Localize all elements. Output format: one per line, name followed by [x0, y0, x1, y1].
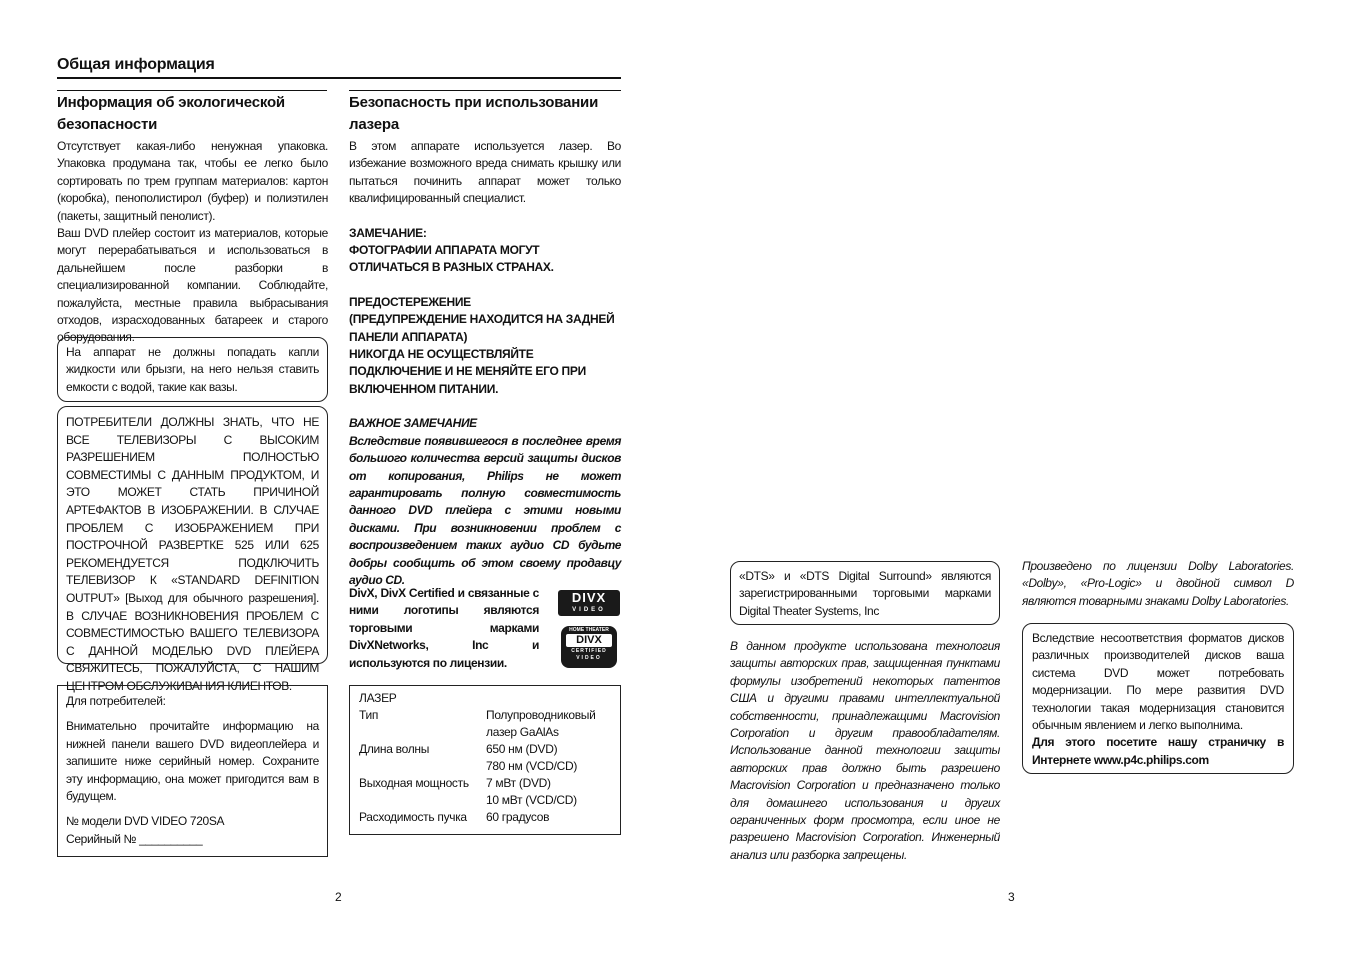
model-number: № модели DVD VIDEO 720SA [66, 814, 225, 829]
dts-box [730, 561, 1000, 625]
hd-notice-text: ПОТРЕБИТЕЛИ ДОЛЖНЫ ЗНАТЬ, ЧТО НЕ ВСЕ ТЕЛЕВИЗОРЫ С ВЫСОКИМ РАЗРЕШЕНИЕМ ПОЛНОСТЬЮ СОВМЕСТИМЫ С ДАННЫМ ПРОДУКТОМ, И ЭТО МОЖЕТ СТАТЬ ПРИЧИНОЙ АРТЕФАКТОВ В ИЗОБРАЖЕНИИ. В СЛУЧАЕ ПРОБЛЕМ С ИЗОБРАЖЕНИЕМ ПРИ ПОСТРОЧНОЙ РАЗВЕРТКЕ 525 ИЛИ 625 РЕКОМЕНДУЕТСЯ ПОДКЛЮЧИТЬ ТЕЛЕВИЗОР К «STANDARD DEFINITION OUTPUT» [Выход для обычного разрешения]. В СЛУЧАЕ ВОЗНИКНОВЕНИЯ ПРОБЛЕМ С СОВМЕСТИМОСТЬЮ ВАШЕГО ТЕЛЕВИЗОРА С ДАННОЙ МОДЕЛЬЮ DVD ПЛЕЙЕРА СВЯЖИТЕСЬ, ПОЖАЛУЙСТА, С НАШИМ ЦЕНТРОМ ОБСЛУЖИВАНИЯ КЛИЕНТОВ. [66, 415, 319, 693]
dolby-block [1022, 558, 1294, 610]
laser-power-value: 7 мВт (DVD) 10 мВт (VCD/CD) [486, 776, 577, 807]
divx-video-logo [558, 590, 620, 616]
divx-logo-main: DIVX [571, 590, 607, 605]
laser-wavelength-key: Длина волны [359, 742, 430, 756]
laser-rule [349, 90, 621, 91]
divx-brand: DivX, DivX Certified [349, 586, 455, 600]
dts-text: «DTS» и «DTS Digital Surround» являются зарегистрированными торговыми марками Digital Theater Systems, Inc [739, 569, 991, 618]
divx-logo-sub: VIDEO [572, 607, 606, 613]
page-title: Общая информация [57, 56, 215, 73]
laser-heading-2: лазера [349, 116, 399, 133]
divx-cert-sub2: VIDEO [576, 655, 602, 661]
caution-line-1: ПРЕДОСТЕРЕЖЕНИЕ [349, 294, 471, 309]
laser-row-type [359, 707, 611, 741]
divx-cert-main: DIVX [566, 634, 612, 647]
laser-text: В этом аппарате используется лазер. Во избежание возможного вреда снимать крышку или пытаться починить аппарат может только квалифицированный специалист. [349, 139, 621, 206]
divx-text-rest: и связанные с ними логотипы являются торговыми марками DivXNetworks, Inc и используются по лицензии. [349, 586, 539, 670]
note-text: ФОТОГРАФИИ АППАРАТА МОГУТ ОТЛИЧАТЬСЯ В РАЗНЫХ СТРАНАХ. [349, 243, 554, 275]
laser-table-title-text: ЛАЗЕР [359, 691, 397, 705]
eco-heading-1: Информация об экологической [57, 94, 285, 111]
laser-divergence-key: Расходимость пучка [359, 810, 467, 824]
page-number-right: 3 [1008, 890, 1015, 904]
eco-para-1: Отсутствует какая-либо ненужная упаковка. Упаковка продумана так, чтобы ее легко было сортировать по трем группам материалов: картон (коробка), пенополистирол (буфер) и полиэтилен (пакеты, защитный пенолист). [57, 139, 328, 223]
divx-text [349, 585, 539, 672]
page-number-left: 2 [335, 890, 342, 904]
caution-line-2: (ПРЕДУПРЕЖДЕНИЕ НАХОДИТСЯ НА ЗАДНЕЙ ПАНЕЛИ АППАРАТА) [349, 312, 615, 344]
serial-number: Серийный № __________ [66, 831, 203, 846]
eco-section [57, 92, 328, 347]
consumer-heading: Для потребителей: [66, 694, 166, 708]
consumer-box [57, 685, 328, 857]
laser-table-title [359, 690, 611, 707]
hd-notice-box [57, 406, 328, 693]
macrovision-block [730, 638, 1000, 864]
important-label: ВАЖНОЕ ЗАМЕЧАНИЕ [349, 416, 477, 431]
divx-certified-logo [561, 626, 617, 668]
laser-row-power [359, 775, 611, 809]
laser-spec-table [349, 685, 621, 835]
eco-rule [57, 90, 327, 91]
upgrade-text: Вследствие несоответствия форматов дисков различных производителей дисков ваша система DVD может потребовать модернизации. По мере развития DVD технологии такая модернизация становится обычным явлением и легко выполнима. [1032, 631, 1284, 733]
caution-line-3: НИКОГДА НЕ ОСУЩЕСТВЛЯЙТЕ ПОДКЛЮЧЕНИЕ И НЕ МЕНЯЙТЕ ЕГО ПРИ ВКЛЮЧЕННОМ ПИТАНИИ. [349, 347, 586, 396]
laser-type-key: Тип [359, 708, 379, 722]
eco-para-2: Ваш DVD плейер состоит из материалов, которые могут перерабатываться и использоваться в дальнейшем после разборки в специализированной компании. Соблюдайте, пожалуйста, местные правила выбрасывания отходов, израсходованных батареек и старого оборудования. [57, 226, 328, 345]
divx-cert-top: HOME THEATER [569, 627, 609, 633]
laser-row-divergence [359, 809, 611, 826]
laser-wavelength-value: 650 нм (DVD) 780 нм (VCD/CD) [486, 742, 578, 773]
laser-power-key: Выходная мощность [359, 776, 469, 790]
eco-heading-2: безопасности [57, 116, 158, 133]
title-rule [57, 77, 621, 79]
important-text: Вследствие появившегося в последнее время большого количества версий защиты дисков от копирования, Philips не может гарантировать полную совместимость данного DVD плейера с этими новыми дисками. При возникновении проблем с воспроизведением таких аудио CD будьте добры сообщить об этом своему продавцу аудио CD. [349, 433, 621, 587]
laser-divergence-value: 60 градусов [486, 810, 550, 824]
water-warning-box [57, 337, 328, 402]
laser-type-value: Полупроводниковый лазер GaAlAs [486, 708, 596, 739]
macrovision-text: В данном продукте использована технология защиты авторских прав, защищенная пунктами формулы изобретений некоторых патентов США и другими правами интеллектуальной собственности, принадлежащими Macrovision Corporation и другим правообладателям. Использование данной технологии защиты авторских прав должно быть разрешено Macrovision Corporation и предназначено только для домашнего использования и других ограниченных форм просмотра, если иное не разрешено Macrovision Corporation. Инженерный анализ или разборка запрещены. [730, 639, 1000, 862]
divx-cert-sub1: CERTIFIED [571, 648, 607, 654]
water-warning-text: На аппарат не должны попадать капли жидкости или брызги, на него нельзя ставить емкости с водой, такие как вазы. [66, 345, 319, 394]
note-label: ЗАМЕЧАНИЕ: [349, 225, 427, 240]
upgrade-visit: Для этого посетите нашу страничку в Интернете www.p4c.philips.com [1032, 735, 1284, 767]
laser-row-wavelength [359, 741, 611, 775]
consumer-text: Внимательно прочитайте информацию на нижней панели вашего DVD видеоплейера и запишите ниже серийный номер. Сохраните эту информацию, она может пригодится вам в будущем. [66, 719, 319, 804]
dolby-text: Произведено по лицензии Dolby Laboratories. «Dolby», «Pro-Logic» и двойной символ D являются товарными знаками Dolby Laboratories. [1022, 559, 1294, 608]
upgrade-box [1022, 623, 1294, 774]
laser-section [349, 92, 621, 589]
laser-heading-1: Безопасность при использовании [349, 94, 599, 111]
divx-text-block [349, 585, 539, 672]
